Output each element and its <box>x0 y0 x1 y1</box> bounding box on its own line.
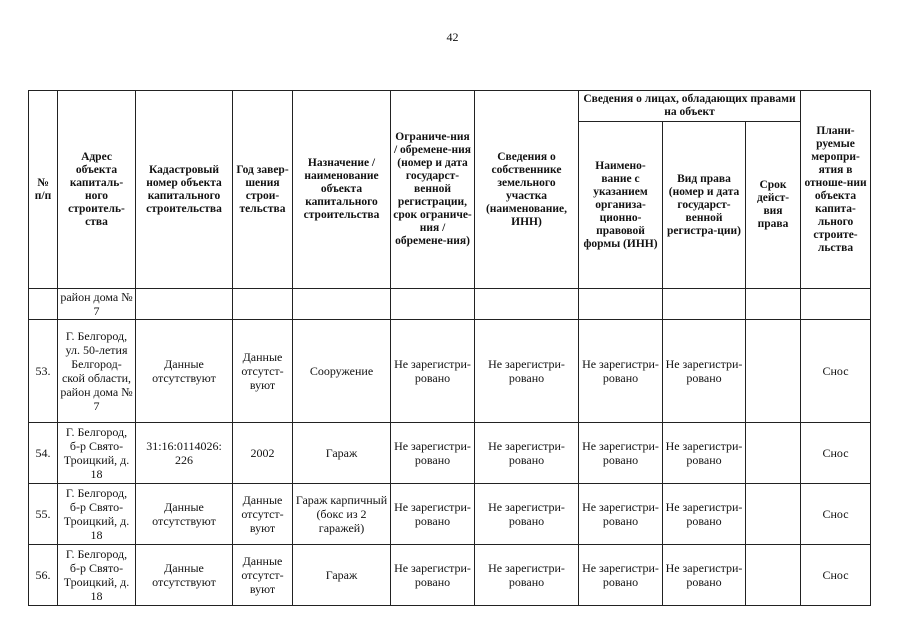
table-cell <box>233 289 293 320</box>
page-number: 42 <box>446 30 459 44</box>
table-cell-purpose: Гараж карпичный (бокс из 2 гаражей) <box>293 484 391 545</box>
header-purpose: Назначение / наименование объекта капитального строительства <box>293 91 391 289</box>
table-cell-cadastral: Данные отсутствуют <box>136 484 233 545</box>
table-cell-cadastral: Данные отсутствуют <box>136 545 233 606</box>
table-row-continuation <box>29 289 871 320</box>
table-cell <box>579 289 663 320</box>
header-encumbrance: Ограниче-ния / обремене-ния (номер и дата государст-венной регистрации, срок ограниче-ния / обремене-ния) <box>391 91 475 289</box>
table-cell-rights-type: Не зарегистри-ровано <box>663 484 746 545</box>
table-cell <box>293 289 391 320</box>
table-cell-rights-type: Не зарегистри-ровано <box>663 423 746 484</box>
table-cell-encumbrance: Не зарегистри-ровано <box>391 484 475 545</box>
table-cell-cadastral: 31:16:0114026: 226 <box>136 423 233 484</box>
header-rights-group: Сведения о лицах, обладающих правами на объект <box>579 91 801 122</box>
table-cell <box>136 289 233 320</box>
table-cell-address: Г. Белгород, б-р Свято-Троицкий, д. 18 <box>58 545 136 606</box>
table-cell-address: Г. Белгород, б-р Свято-Троицкий, д. 18 <box>58 423 136 484</box>
table-cell-land-owner: Не зарегистри-ровано <box>475 484 579 545</box>
header-rights-type: Вид права (номер и дата государст-венной регистра-ции) <box>663 122 746 289</box>
registry-table <box>28 90 871 606</box>
table-cell-purpose: Гараж <box>293 423 391 484</box>
table-cell-num: 56. <box>29 545 58 606</box>
table-cell-cadastral: Данные отсутствуют <box>136 320 233 423</box>
header-row <box>29 91 871 122</box>
table-cell-rights-name: Не зарегистри-ровано <box>579 320 663 423</box>
table-cell <box>801 289 871 320</box>
table-cell-address: Г. Белгород, б-р Свято-Троицкий, д. 18 <box>58 484 136 545</box>
header-num: № п/п <box>29 91 58 289</box>
table-cell-rights-term <box>746 423 801 484</box>
table-cell-planned: Снос <box>801 320 871 423</box>
table-row <box>29 423 871 484</box>
header-year: Год завер-шения строи-тельства <box>233 91 293 289</box>
table-cell-address: район дома № 7 <box>58 289 136 320</box>
table-cell-year: Данные отсутст-вуют <box>233 545 293 606</box>
table-cell-rights-term <box>746 320 801 423</box>
header-land-owner: Сведения о собственнике земельного участка (наименование, ИНН) <box>475 91 579 289</box>
table-cell-land-owner: Не зарегистри-ровано <box>475 320 579 423</box>
table-row <box>29 545 871 606</box>
header-address: Адрес объекта капиталь-ного строитель-ства <box>58 91 136 289</box>
table-cell-year: Данные отсутст-вуют <box>233 320 293 423</box>
table-row <box>29 320 871 423</box>
table-cell-encumbrance: Не зарегистри-ровано <box>391 320 475 423</box>
table-cell-planned: Снос <box>801 545 871 606</box>
table-cell-land-owner: Не зарегистри-ровано <box>475 423 579 484</box>
table-cell-num: 55. <box>29 484 58 545</box>
header-rights-name: Наимено-вание с указанием организа-ционно-правовой формы (ИНН) <box>579 122 663 289</box>
table-cell <box>391 289 475 320</box>
table-cell-year: Данные отсутст-вуют <box>233 484 293 545</box>
table-row <box>29 484 871 545</box>
table-cell-rights-name: Не зарегистри-ровано <box>579 484 663 545</box>
table-cell-purpose: Сооружение <box>293 320 391 423</box>
table-cell-address: Г. Белгород, ул. 50-летия Белгород-ской области, район дома № 7 <box>58 320 136 423</box>
table-cell-purpose: Гараж <box>293 545 391 606</box>
table-cell <box>746 289 801 320</box>
table-cell-year: 2002 <box>233 423 293 484</box>
table-cell-encumbrance: Не зарегистри-ровано <box>391 423 475 484</box>
table-cell-rights-term <box>746 484 801 545</box>
table-cell <box>29 289 58 320</box>
header-planned: Плани-руемые меропри-ятия в отноше-нии объекта капита-льного строите-льства <box>801 91 871 289</box>
table-cell-rights-name: Не зарегистри-ровано <box>579 423 663 484</box>
table-cell-num: 53. <box>29 320 58 423</box>
table-cell-land-owner: Не зарегистри-ровано <box>475 545 579 606</box>
table-cell-encumbrance: Не зарегистри-ровано <box>391 545 475 606</box>
table-cell-rights-term <box>746 545 801 606</box>
table-cell <box>475 289 579 320</box>
table-cell <box>663 289 746 320</box>
table-cell-num: 54. <box>29 423 58 484</box>
header-rights-term: Срок дейст-вия права <box>746 122 801 289</box>
table-cell-rights-type: Не зарегистри-ровано <box>663 320 746 423</box>
table-cell-rights-name: Не зарегистри-ровано <box>579 545 663 606</box>
table-cell-rights-type: Не зарегистри-ровано <box>663 545 746 606</box>
table-cell-planned: Снос <box>801 484 871 545</box>
header-cadastral: Кадастровый номер объекта капитального строительства <box>136 91 233 289</box>
table-cell-planned: Снос <box>801 423 871 484</box>
